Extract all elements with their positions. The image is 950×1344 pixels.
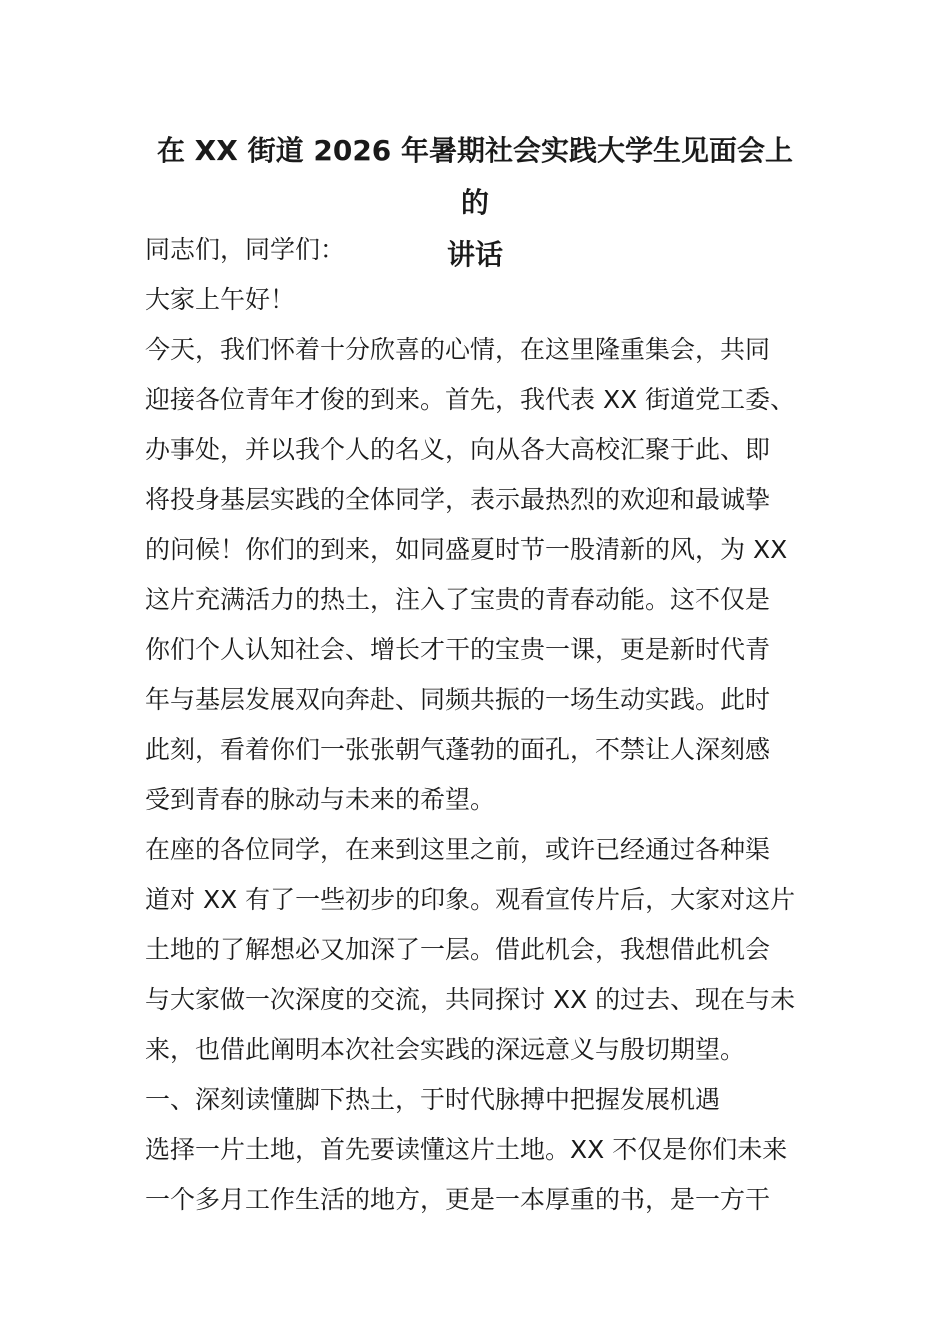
- document-body: [145, 225, 825, 1225]
- body-line: 你们个人认知社会、增长才干的宝贵一课，更是新时代青: [145, 635, 771, 664]
- body-line: 与大家做一次深度的交流，共同探讨 XX 的过去、现在与未: [145, 985, 796, 1014]
- body-line: 道对 XX 有了一些初步的印象。观看宣传片后，大家对这片: [145, 885, 796, 914]
- body-line: 在座的各位同学，在来到这里之前，或许已经通过各种渠: [145, 835, 771, 864]
- title-line-1: 在 XX 街道 2026 年暑期社会实践大学生见面会上的: [156, 134, 794, 219]
- body-line: 的问候！你们的到来，如同盛夏时节一股清新的风，为 XX: [145, 535, 788, 564]
- salutation: 同志们，同学们：: [145, 235, 346, 264]
- body-line: 一个多月工作生活的地方，更是一本厚重的书，是一方干: [145, 1185, 771, 1214]
- title-line-2: 讲话: [446, 238, 503, 271]
- body-line: 将投身基层实践的全体同学，表示最热烈的欢迎和最诚挚: [145, 485, 771, 514]
- body-line: 选择一片土地，首先要读懂这片土地。XX 不仅是你们未来: [145, 1135, 788, 1164]
- body-line: 受到青春的脉动与未来的希望。: [145, 785, 496, 814]
- body-line: 来，也借此阐明本次社会实践的深远意义与殷切期望。: [145, 1035, 746, 1064]
- greeting: 大家上午好！: [145, 285, 296, 314]
- body-line: 年与基层发展双向奔赴、同频共振的一场生动实践。此时: [145, 685, 771, 714]
- body-line: 此刻，看着你们一张张朝气蓬勃的面孔，不禁让人深刻感: [145, 735, 771, 764]
- body-line: 这片充满活力的热土，注入了宝贵的青春动能。这不仅是: [145, 585, 771, 614]
- body-line: 土地的了解想必又加深了一层。借此机会，我想借此机会: [145, 935, 771, 964]
- body-line: 迎接各位青年才俊的到来。首先，我代表 XX 街道党工委、: [145, 385, 796, 414]
- body-line: 今天，我们怀着十分欣喜的心情，在这里隆重集会，共同: [145, 335, 771, 364]
- section-heading: 一、深刻读懂脚下热土，于时代脉搏中把握发展机遇: [145, 1085, 721, 1114]
- body-line: 办事处，并以我个人的名义，向从各大高校汇聚于此、即: [145, 435, 771, 464]
